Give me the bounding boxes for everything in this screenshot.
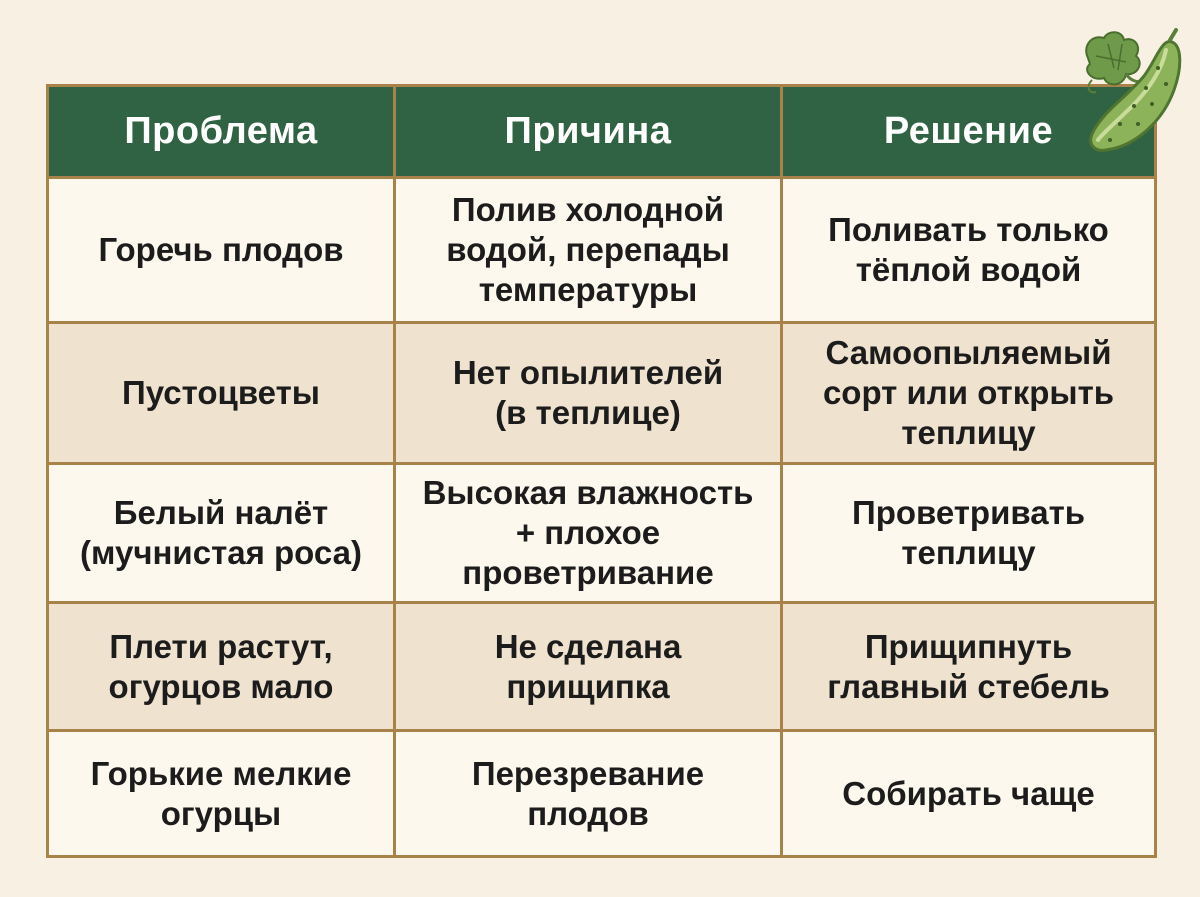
- cell-cause: Высокая влажность + плохое проветривание: [395, 464, 782, 603]
- cell-problem: Пустоцветы: [48, 323, 395, 464]
- cell-problem: Горечь плодов: [48, 178, 395, 323]
- cell-solution: Прищипнуть главный стебель: [782, 603, 1156, 731]
- cell-problem: Белый налёт (мучнистая роса): [48, 464, 395, 603]
- cell-solution: Самоопыляемый сорт или открыть теплицу: [782, 323, 1156, 464]
- cell-problem: Плети растут, огурцов мало: [48, 603, 395, 731]
- table-row: [48, 731, 1156, 857]
- cell-solution: Поливать только тёплой водой: [782, 178, 1156, 323]
- table-header-row: [48, 86, 1156, 178]
- problem-table-container: [46, 84, 1154, 858]
- table-row: [48, 464, 1156, 603]
- cell-problem: Горькие мелкие огурцы: [48, 731, 395, 857]
- header-problem: Проблема: [48, 86, 395, 178]
- header-cause: Причина: [395, 86, 782, 178]
- cucumber-icon: [1078, 28, 1188, 158]
- cell-cause: Нет опылителей (в теплице): [395, 323, 782, 464]
- cell-cause: Не сделана прищипка: [395, 603, 782, 731]
- cell-solution: Проветривать теплицу: [782, 464, 1156, 603]
- table-row: [48, 603, 1156, 731]
- table-row: [48, 323, 1156, 464]
- cucumber-problems-table: [46, 84, 1157, 858]
- cell-solution: Собирать чаще: [782, 731, 1156, 857]
- cell-cause: Полив холодной водой, перепады температуры: [395, 178, 782, 323]
- cell-cause: Перезревание плодов: [395, 731, 782, 857]
- header-solution: Решение: [782, 86, 1156, 178]
- table-row: [48, 178, 1156, 323]
